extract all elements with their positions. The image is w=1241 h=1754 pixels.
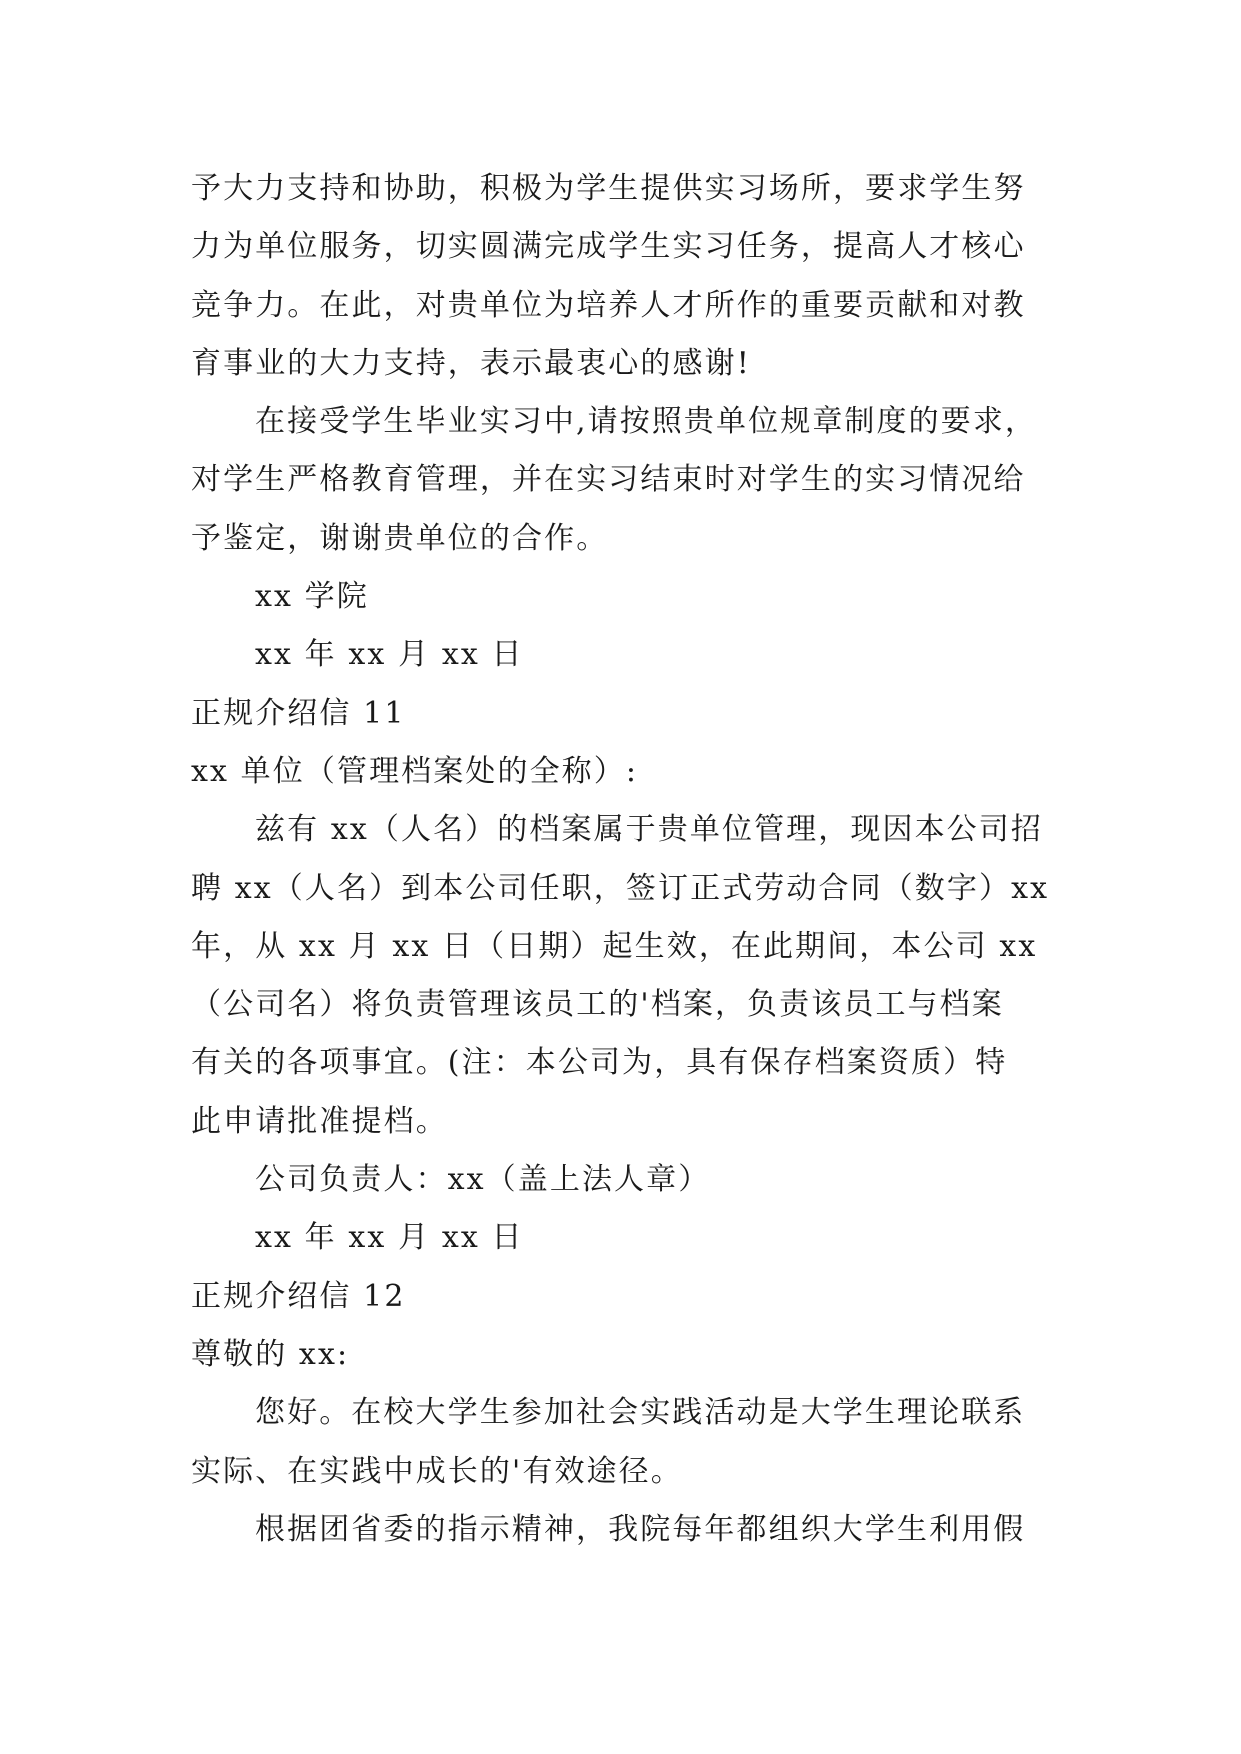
signature-date: xx 年 xx 月 xx 日 [255,637,524,673]
paragraph-start-line: 根据团省委的指示精神，我院每年都组织大学生利用假 [255,1511,1026,1547]
section-heading: 正规介绍信 12 [191,1278,406,1314]
paragraph-start-line: 您好。在校大学生参加社会实践活动是大学生理论联系 [255,1395,1026,1431]
body-line: 对学生严格教育管理，并在实习结束时对学生的实习情况给 [191,462,1026,498]
document-body [191,160,1051,1559]
body-line: 此申请批准提档。 [191,1103,448,1139]
body-line: 力为单位服务，切实圆满完成学生实习任务，提高人才核心 [191,229,1026,265]
paragraph-start-line: 兹有 xx（人名）的档案属于贵单位管理，现因本公司招 [255,812,1043,848]
body-line: 竞争力。在此，对贵单位为培养人才所作的重要贡献和对教 [191,287,1026,323]
signature-person: 公司负责人：xx（盖上法人章） [255,1162,711,1198]
section-heading: 正规介绍信 11 [191,695,406,731]
signature-date: xx 年 xx 月 xx 日 [255,1220,524,1256]
body-line: 聘 xx（人名）到本公司任职，签订正式劳动合同（数字）xx [191,870,1050,906]
paragraph-start-line: 在接受学生毕业实习中,请按照贵单位规章制度的要求， [255,404,1038,440]
signature-organization: xx 学院 [255,579,369,615]
body-line: 予鉴定，谢谢贵单位的合作。 [191,520,609,556]
body-line: 年，从 xx 月 xx 日（日期）起生效，在此期间，本公司 xx [191,928,1038,964]
body-line: 予大力支持和协助，积极为学生提供实习场所，要求学生努 [191,171,1026,206]
body-line: （公司名）将负责管理该员工的'档案，负责该员工与档案 [191,987,1004,1023]
salutation: xx 单位（管理档案处的全称）: [191,753,639,789]
body-line: 实际、在实践中成长的'有效途径。 [191,1453,683,1489]
salutation: 尊敬的 xx: [191,1336,350,1372]
body-line: 有关的各项事宜。(注：本公司为，具有保存档案资质）特 [191,1045,1008,1081]
body-line: 育事业的大力支持，表示最衷心的感谢! [191,345,751,381]
